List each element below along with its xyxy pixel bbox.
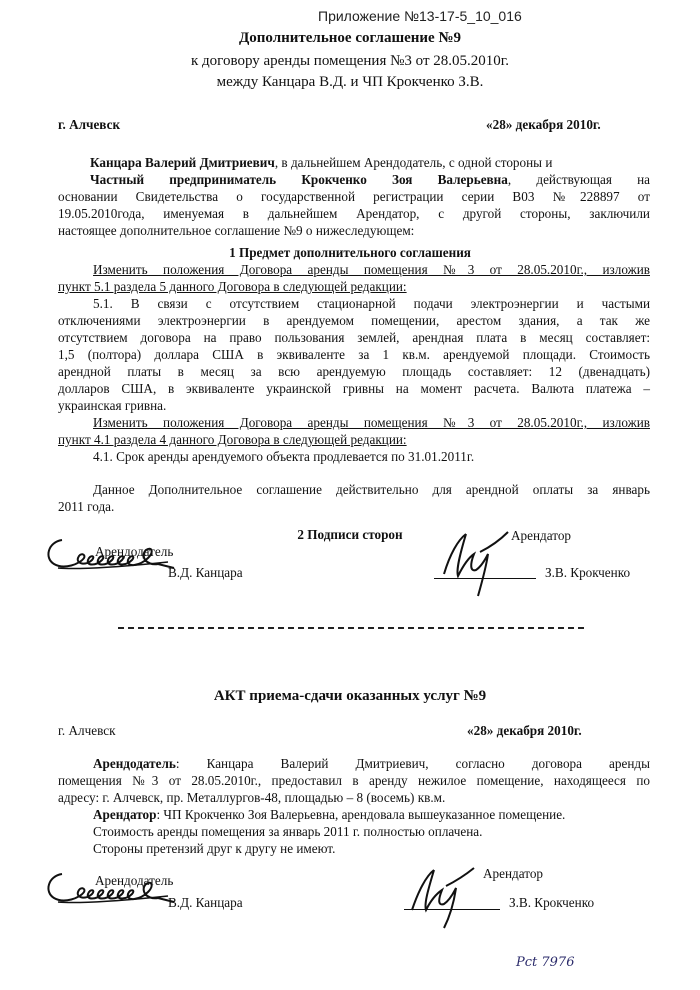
landlord-signature-name: В.Д. Канцара — [168, 565, 243, 580]
section-1-heading: 1 Предмет дополнительного соглашения — [229, 245, 471, 260]
clause-5-1-line-6: долларов США, в эквиваленте украинской гривны на момент расчета. Валюта платежа – — [58, 381, 650, 396]
clause-5-1-line-2: отключениями электроэнергии в арендуемом помещении, арестом здания, а так же — [58, 313, 650, 328]
act-line-1-rest: : Канцара Валерий Дмитриевич, согласно договора аренды — [175, 756, 650, 771]
landlord-signature-icon — [40, 528, 180, 580]
act-tenant-label: Арендатор — [93, 807, 157, 822]
amendment-2-line-1: Изменить положения Договора аренды помещения №3 от 28.05.2010г., изложив — [93, 415, 650, 430]
amendment-2-line-2: пункт 4.1 раздела 4 данного Договора в следующей редакции: — [58, 432, 407, 447]
act-line-5: Стоимость аренды помещения за январь 2011 г. полностью оплачена. — [93, 824, 483, 839]
date: «28» декабря 2010г. — [486, 117, 601, 132]
intro-line-4: 19.05.2010года, именуемая в дальнейшем Арендатор, с другой стороны, заключили — [58, 206, 650, 221]
act-line-4-rest: : ЧП Крокченко Зоя Валерьевна, арендовала вышеуказанное помещение. — [156, 807, 566, 822]
act-line-1 — [93, 756, 650, 772]
act-landlord-signature-icon — [40, 862, 180, 914]
act-landlord-label: Арендодатель — [93, 756, 176, 771]
agreement-subtitle-contract: к договору аренды помещения №3 от 28.05.2010г. — [191, 53, 509, 69]
act-tenant-signature-icon — [404, 862, 484, 934]
intro-line-1 — [90, 155, 552, 171]
landlord-label: Арендодатель — [95, 544, 174, 559]
validity-line-1: Данное Дополнительное соглашение действительно для арендной оплаты за январь — [93, 482, 650, 497]
landlord-name: Канцара Валерий Дмитриевич — [90, 155, 275, 170]
intro-line-1-rest: , в дальнейшем Арендодатель, с одной стороны и — [274, 155, 553, 170]
intro-line-2 — [90, 172, 650, 188]
clause-5-1-line-1: 5.1. В связи с отсутствием стационарной подачи электроэнергии и частыми — [93, 296, 650, 311]
act-landlord-signature-name: В.Д. Канцара — [168, 895, 243, 910]
act-line-6: Стороны претензий друг к другу не имеют. — [93, 841, 336, 856]
act-city: г. Алчевск — [58, 723, 116, 738]
clause-5-1-line-3: отсутствием договора на право пользования землей, арендная плата в месяц составляет: — [58, 330, 650, 345]
tenant-label: Арендатор — [511, 528, 572, 543]
act-tenant-label-sig: Арендатор — [483, 866, 544, 881]
amendment-1-line-1: Изменить положения Договора аренды помещения №3 от 28.05.2010г., изложив — [93, 262, 650, 277]
validity-line-2: 2011 года. — [58, 499, 115, 514]
clause-5-1-line-7: украинская гривна. — [58, 398, 167, 413]
act-line-4 — [93, 807, 565, 823]
act-line-2: помещения №3 от 28.05.2010г., предоставил в аренду нежилое помещение, находящееся по — [58, 773, 650, 788]
act-title: АКТ приема-сдачи оказанных услуг №9 — [213, 688, 487, 704]
tenant-signature-name: З.В. Крокченко — [545, 565, 631, 580]
act-tenant-signature-name: З.В. Крокченко — [509, 895, 595, 910]
act-landlord-label-sig: Арендодатель — [95, 873, 174, 888]
agreement-title: Дополнительное соглашение №9 — [238, 30, 462, 46]
city: г. Алчевск — [58, 117, 121, 132]
clause-5-1-line-4: 1,5 (полтора) доллара США в эквиваленте за 1 кв.м. арендуемой площади. Стоимость — [58, 347, 650, 362]
act-line-3: адресу: г. Алчевск, пр. Металлургов-48, площадью – 8 (восемь) кв.м. — [58, 790, 446, 805]
section-separator — [118, 627, 584, 629]
section-2-heading: 2 Подписи сторон — [297, 527, 403, 542]
clause-4-1: 4.1. Срок аренды арендуемого объекта продлевается по 31.01.2011г. — [93, 449, 475, 464]
act-date: «28» декабря 2010г. — [467, 723, 582, 738]
amendment-1-line-2: пункт 5.1 раздела 5 данного Договора в следующей редакции: — [58, 279, 407, 294]
handwritten-note: Рсt 7976 — [516, 955, 575, 970]
clause-5-1-line-5: арендной платы в месяц за всю арендуемую площадь составляет: 12 (двенадцать) — [58, 364, 650, 379]
tenant-name: Частный предприниматель Крокченко Зоя Валерьевна — [90, 172, 508, 187]
intro-line-5: настоящее дополнительное соглашение №9 о нижеследующем: — [58, 223, 415, 238]
tenant-signature-icon — [436, 524, 516, 602]
intro-line-2-rest: , действующая на — [507, 172, 650, 187]
agreement-subtitle-parties: между Канцара В.Д. и ЧП Крокченко З.В. — [216, 74, 484, 90]
intro-line-3: основании Свидетельства о государственной регистрации серии В03 №228897 от — [58, 189, 650, 204]
appendix-number: Приложение №13-17-5_10_016 — [318, 8, 522, 24]
